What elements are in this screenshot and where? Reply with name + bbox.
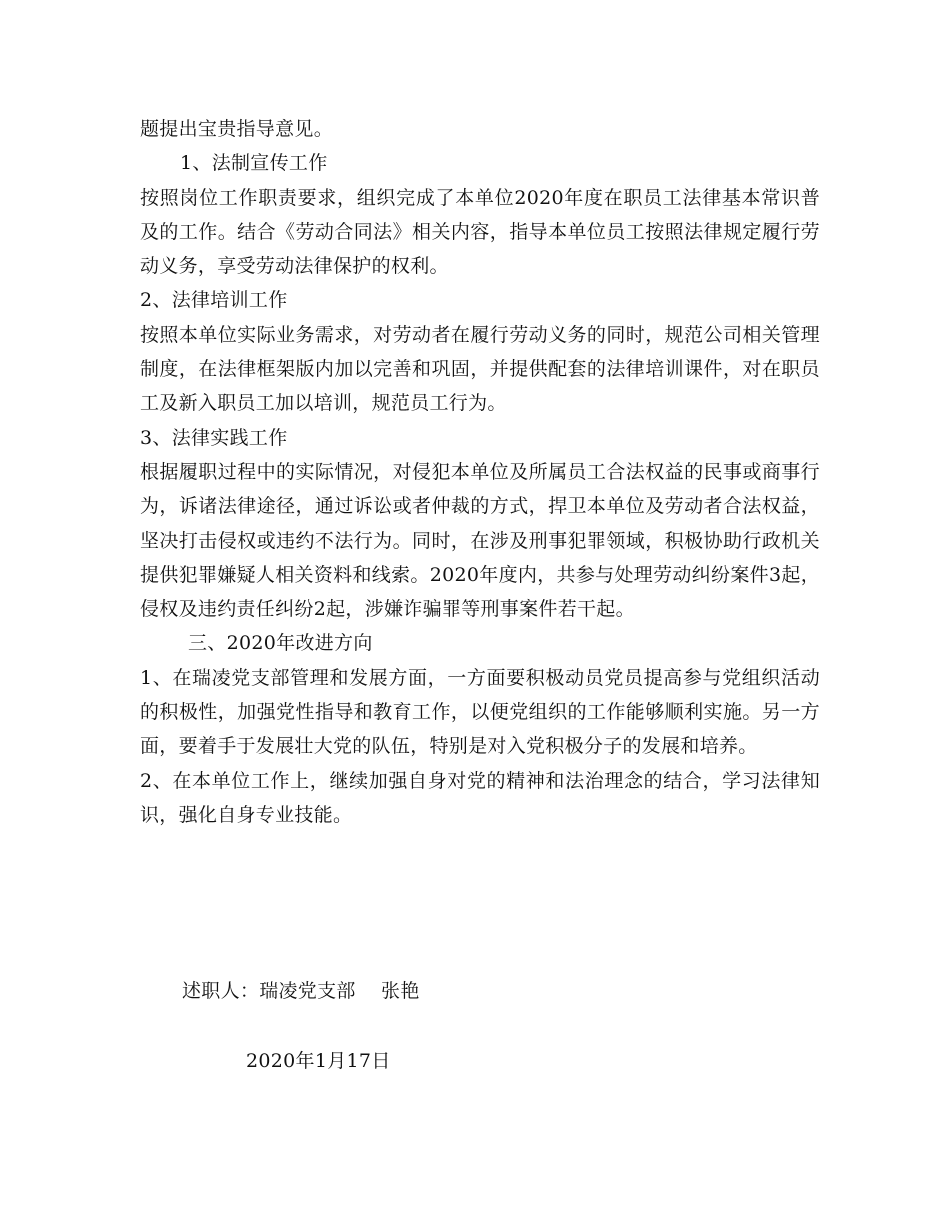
heading-legal-publicity: 1、法制宣传工作 — [180, 152, 328, 175]
document-body — [140, 112, 820, 832]
paragraph-unit-work: 2、在本单位工作上，继续加强自身对党的精神和法治理念的结合，学习法律知识，强化自身专业技能。 — [140, 769, 820, 826]
document-date: 2020年1月17日 — [246, 1050, 391, 1072]
signature-line: 述职人：瑞凌党支部 张艳 — [182, 980, 420, 1002]
paragraph-legal-practice: 根据履职过程中的实际情况，对侵犯本单位及所属员工合法权益的民事或商事行为，诉诸法律途径，通过诉讼或者仲裁的方式，捍卫本单位及劳动者合法权益，坚决打击侵权或违约不法行为。同时，在涉及刑事犯罪领域，积极协助行政机关提供犯罪嫌疑人相关资料和线索。2020年度内，共参与处理劳动纠纷案件3起，侵权及违约责任纠纷2起，涉嫌诈骗罪等刑事案件若干起。 — [140, 460, 820, 621]
paragraph-legal-training: 按照本单位实际业务需求，对劳动者在履行劳动义务的同时，规范公司相关管理制度，在法律框架版内加以完善和巩固，并提供配套的法律培训课件，对在职员工及新入职员工加以培训，规范员工行为。 — [140, 323, 820, 415]
heading-improvement-direction: 三、2020年改进方向 — [188, 632, 373, 655]
heading-legal-training: 2、法律培训工作 — [140, 289, 288, 312]
paragraph-legal-publicity: 按照岗位工作职责要求，组织完成了本单位2020年度在职员工法律基本常识普及的工作。结合《劳动合同法》相关内容，指导本单位员工按照法律规定履行劳动义务，享受劳动法律保护的权利。 — [140, 186, 820, 278]
paragraph-intro-end: 题提出宝贵指导意见。 — [140, 118, 334, 140]
paragraph-party-branch-development: 1、在瑞凌党支部管理和发展方面，一方面要积极动员党员提高参与党组织活动的积极性，加强党性指导和教育工作，以便党组织的工作能够顺利实施。另一方面，要着手于发展壮大党的队伍，特别是对入党积极分子的发展和培养。 — [140, 666, 820, 758]
heading-legal-practice: 3、法律实践工作 — [140, 426, 288, 449]
